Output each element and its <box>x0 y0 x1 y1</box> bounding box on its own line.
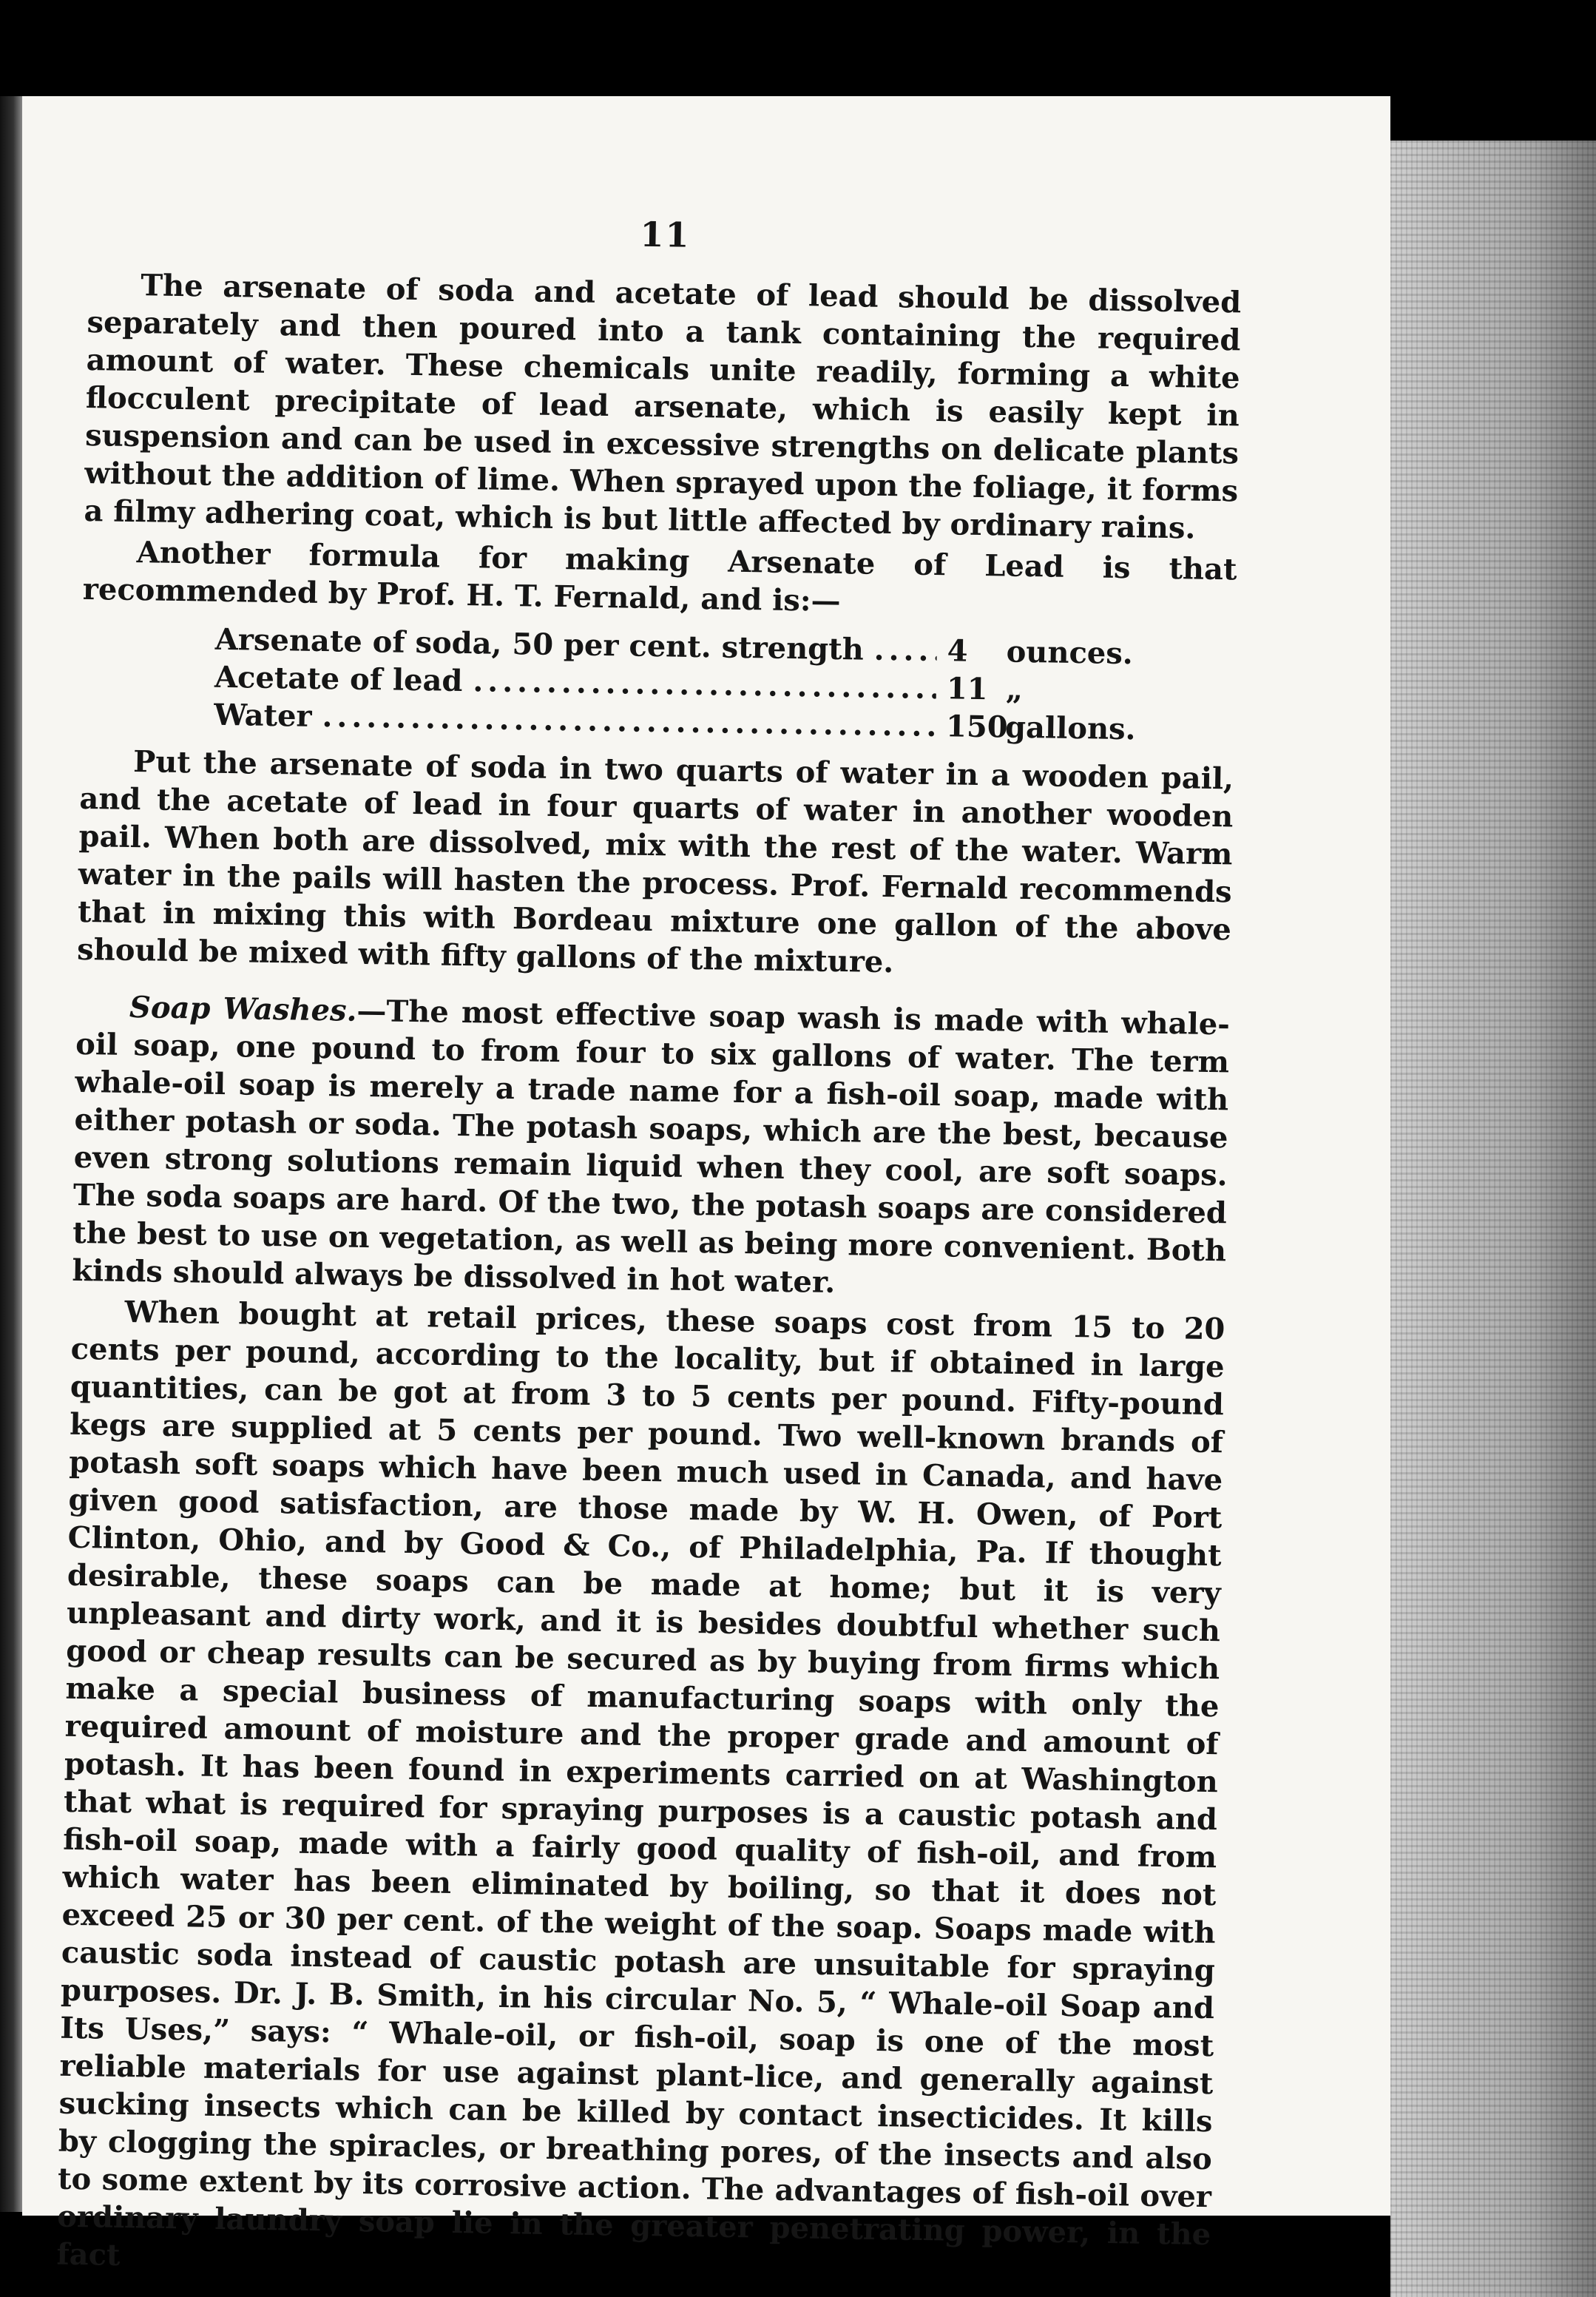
formula-ingredient: Water <box>213 697 312 734</box>
section-heading-soap-washes: Soap Washes. <box>129 990 357 1028</box>
paragraph-lead-arsenate-mixing: The arsenate of soda and acetate of lead should be dissolved separately and then poured into a tank containing the required amount of water. These chemicals unite readily, forming a white flocculent precipitate of lead arsenate, which is easily kept in suspension and can be used in excessive strengths on delicate plants without the addition of lime. When sprayed upon the foliage, it forms a filmy adhering coat, which is but little affected by ordinary rains. <box>84 268 1242 546</box>
paragraph-preparation-steps: Put the arsenate of soda in two quarts of water in a wooden pail, and the acetate of lead in four quarts of water in another wooden pail. When both are dissolved, mix with the rest of the water. Warm water in the pails will hasten the process. Prof. Fernald recommends that in mixing this with Bordeau mixture one gallon of the above should be mixed with fifty gallons of the mixture. <box>76 744 1234 980</box>
formula-ingredient: Acetate of lead <box>214 659 463 699</box>
formula-ingredient: Arsenate of soda, 50 per cent. strength <box>214 621 865 667</box>
page-text-block <box>56 207 1242 2291</box>
paragraph-fernald-formula-intro: Another formula for making Arsenate of Lead is that recommended by Prof. H. T. Fernald, and is:— <box>82 535 1237 619</box>
left-binding-edge <box>0 96 22 2212</box>
formula-amount: 4 <box>947 633 968 669</box>
leader-dots <box>873 631 937 669</box>
page-number: 11 <box>640 214 691 255</box>
formula-table <box>81 618 1136 748</box>
formula-unit: ounces. <box>1006 634 1134 672</box>
formula-amount: 11 <box>946 671 988 707</box>
page-stack-edge <box>1390 141 1596 2297</box>
paragraph-soap-prices: When bought at retail prices, these soaps cost from 15 to 20 cents per pound, according to the locality, but if obtained in large quantities, can be got at from 3 to 5 cents per pound. Fifty-pound kegs are supplied at 5 cents per pound. Two well-known brands of potash soft soaps which have been much used in Canada, and have given good satisfaction, are those made by W. H. Owen, of Port Clinton, Ohio, and by Good & Co., of Philadelphia, Pa. If thought desirable, these soaps can be made at home; but it is very unpleasant and dirty work, and it is besides doubtful whether such good or cheap results can be secured as by buying from firms which make a special business of manufacturing soaps with only the required amount of moisture and the proper grade and amount of potash. It has been found in experiments carried on at Washington that what is required for spraying purposes is a caustic potash and fish-oil soap, made with a fairly good quality of fish-oil, and from which water has been eliminated by boiling, so that it does not exceed 25 or 30 per cent. of the weight of the soap. Soaps made with caustic soda instead of caustic potash are unsuitable for spraying purposes. Dr. J. B. Smith, in his circular No. 5, “ Whale-oil Soap and Its Uses,” says: “ Whale-oil, or fish-oil, soap is one of the most reliable materials for use against plant-lice, and generally against sucking insects which can be killed by contact insecticides. It kills by clogging the spiracles, or breathing pores, of the insects and also to some extent by its corrosive action. The advantages of fish-oil over ordinary laundry soap lie in the greater penetrating power, in the fact <box>56 1294 1225 2273</box>
paragraph-soap-washes <box>72 988 1230 1307</box>
formula-unit: gallons. <box>1004 709 1136 747</box>
formula-amount: 150 <box>945 709 1008 745</box>
formula-unit: „ <box>1005 672 1024 707</box>
soap-washes-body: —The most effective soap wash is made with whale-oil soap, one pound to from four to six gallons of water. The term whale-oil soap is merely a trade name for a fish-oil soap, made with either potash or soda. The potash soaps, which are the best, because even strong solutions remain liquid when they cool, are soft soaps. The soda soaps are hard. Of the two, the potash soaps are considered the best to use on vegetation, as well as being more convenient. Both kinds should always be dissolved in hot water. <box>72 993 1231 1301</box>
